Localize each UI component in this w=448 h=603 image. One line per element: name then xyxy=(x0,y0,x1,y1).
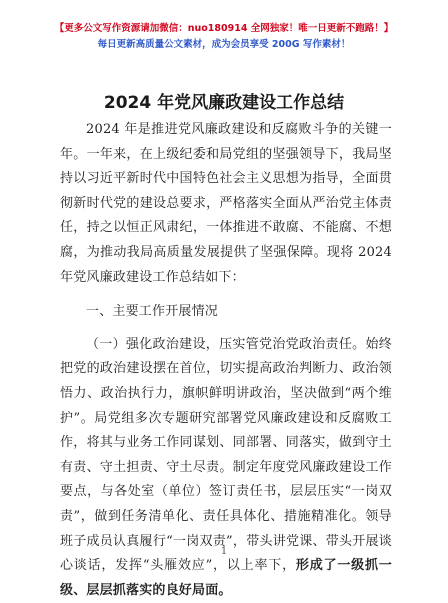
document-title: 2024 年党风廉政建设工作总结 xyxy=(103,93,345,113)
promo-banner-line-1: 【更多公文写作资源请加微信：nuo180914 全网独家！唯一日更新不跑路！】 xyxy=(54,23,394,34)
document-body xyxy=(60,118,392,603)
paragraph-political-building xyxy=(60,333,392,603)
paragraph-text: （一）强化政治建设，压实管党治党政治责任。始终把党的政治建设摆在首位，切实提高政治判断力、政治领悟力、政治执行力，旗帜鲜明讲政治，坚决做到“两个维护”。局党组多次专题研究部署党风廉政建设和反腐败工作，将其与业务工作同谋划、同部署、同落实，做到守土有责、守土担责、守土尽责。制定年度党风廉政建设工作要点，与各处室（单位）签订责任书，层层压实“一岗双责”，做到任务清单化、责任具体化、措施精准化。领导班子成员认真履行“一岗双责”，带头讲党课、带头开展谈心谈话，发挥“头雁效应”，以上率下， xyxy=(60,336,392,574)
intro-paragraph: 2024 年是推进党风廉政建设和反腐败斗争的关键一年。一年来，在上级纪委和局党组的坚强领导下，我局坚持以习近平新时代中国特色社会主义思想为指导，全面贯彻新时代党的建设总要求，严格落实全面从严治党主体责任，持之以恒正风肃纪，一体推进不敢腐、不能腐、不想腐，为推动我局高质量发展提供了坚强保障。现将 2024 年党风廉政建设工作总结如下： xyxy=(60,122,392,285)
page-number: 1 xyxy=(220,546,228,557)
section-heading: 一、主要工作开展情况 xyxy=(86,304,219,320)
paragraph-bold-conclusion: 形成了一级抓一级、层层抓落实的良好局面。 xyxy=(60,558,392,598)
promo-banner-line-2: 每日更新高质量公文素材，成为会员享受 200G 写作素材！ xyxy=(97,39,351,50)
